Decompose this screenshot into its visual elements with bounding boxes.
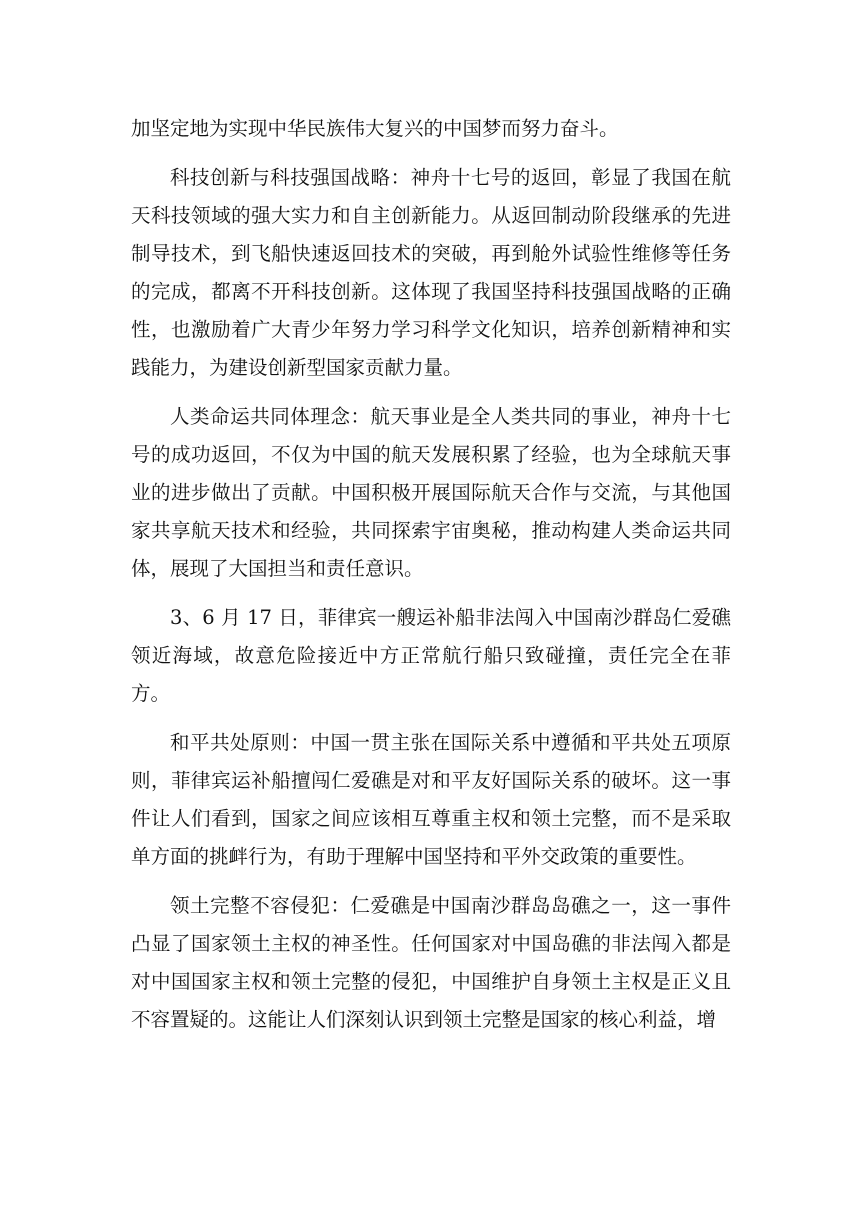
paragraph-territorial-integrity: 领土完整不容侵犯：仁爱礁是中国南沙群岛岛礁之一，这一事件凸显了国家领土主权的神圣性。任何国家对中国岛礁的非法闯入都是对中国国家主权和领土完整的侵犯，中国维护自身领土主权是正义且不容置疑的。这能让人们深刻认识到领土完整是国家的核心利益，增: [131, 894, 731, 1031]
paragraph-tech-innovation: 科技创新与科技强国战略：神舟十七号的返回，彰显了我国在航天科技领域的强大实力和自主创新能力。从返回制动阶段继承的先进制导技术，到飞船快速返回技术的突破，再到舱外试验性维修等任务的完成，都离不开科技创新。这体现了我国坚持科技强国战略的正确性，也激励着广大青少年努力学习科学文化知识，培养创新精神和实践能力，为建设创新型国家贡献力量。: [131, 166, 731, 379]
paragraph-peaceful-coexistence: 和平共处原则：中国一贯主张在国际关系中遵循和平共处五项原则，菲律宾运补船擅闯仁爱礁是对和平友好国际关系的破坏。这一事件让人们看到，国家之间应该相互尊重主权和领土完整，而不是采取单方面的挑衅行为，有助于理解中国坚持和平外交政策的重要性。: [131, 731, 731, 868]
paragraph-event-3: 3、6 月 17 日，菲律宾一艘运补船非法闯入中国南沙群岛仁爱礁领近海域，故意危险接近中方正常航行船只致碰撞，责任完全在菲方。: [131, 606, 731, 705]
document-body: [131, 110, 731, 1050]
paragraph-continuation: 加坚定地为实现中华民族伟大复兴的中国梦而努力奋斗。: [131, 117, 619, 140]
paragraph-shared-future: 人类命运共同体理念：航天事业是全人类共同的事业，神舟十七号的成功返回，不仅为中国的航天发展积累了经验，也为全球航天事业的进步做出了贡献。中国积极开展国际航天合作与交流，与其他国家共享航天技术和经验，共同探索宇宙奥秘，推动构建人类命运共同体，展现了大国担当和责任意识。: [131, 405, 731, 580]
